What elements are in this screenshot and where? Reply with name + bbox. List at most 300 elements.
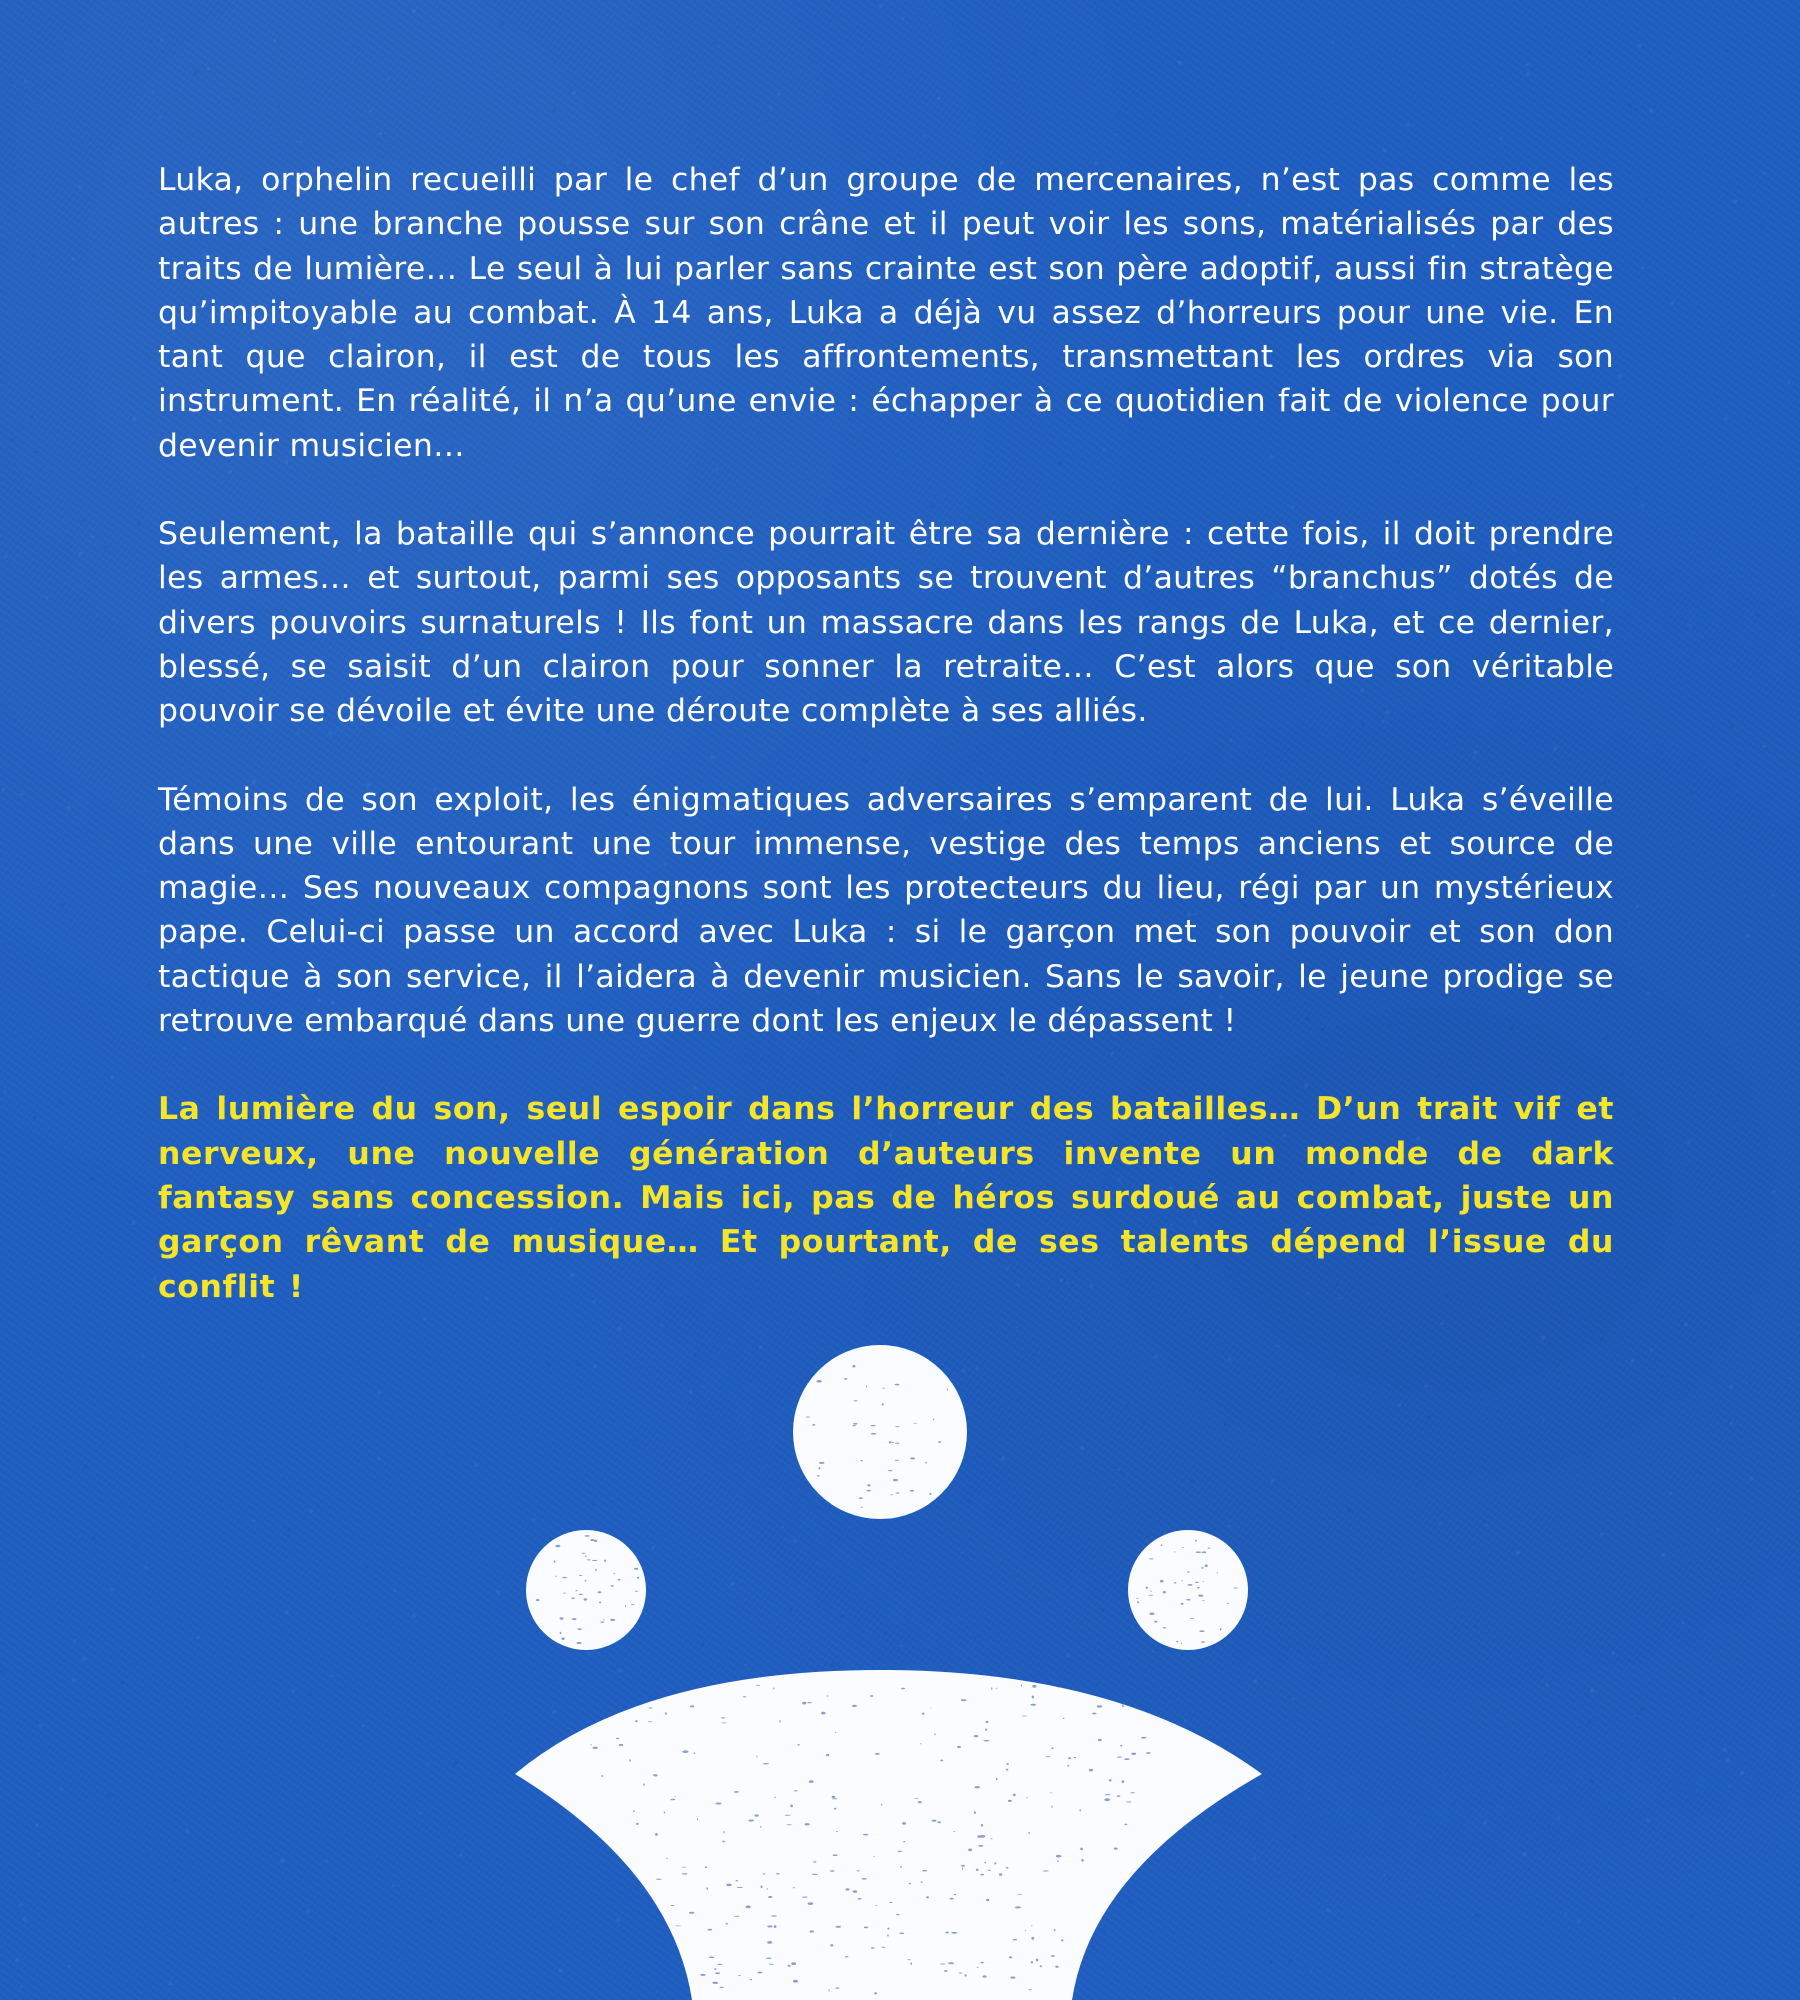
grain-dot <box>150 1275 153 1278</box>
grain-dot <box>131 1221 135 1225</box>
grain-dot <box>500 21 504 25</box>
speckle <box>1154 1621 1157 1623</box>
speckle <box>1120 1745 1122 1747</box>
speckle <box>871 1947 875 1949</box>
speckle <box>1031 1925 1032 1926</box>
speckle <box>763 1763 769 1764</box>
grain-dot <box>193 71 197 75</box>
grain-dot <box>72 257 76 261</box>
speckle <box>817 1874 818 1875</box>
grain-dot <box>1763 172 1766 175</box>
speckle <box>1160 1580 1164 1583</box>
grain-dot <box>1684 1322 1688 1326</box>
speckle <box>857 1898 861 1900</box>
speckle <box>1163 1627 1167 1628</box>
speckle <box>836 1831 838 1832</box>
speckle <box>920 1743 921 1744</box>
grain-dot <box>150 192 153 195</box>
speckle <box>830 1944 833 1947</box>
speckle <box>1063 1718 1065 1719</box>
speckle <box>991 1838 993 1839</box>
speckle <box>1187 1571 1190 1572</box>
speckle <box>1176 1641 1178 1643</box>
speckle <box>892 1442 894 1443</box>
grain-dot <box>1649 109 1653 113</box>
speckle <box>1080 1809 1081 1812</box>
grain-dot <box>567 74 568 75</box>
speckle <box>786 1824 792 1825</box>
grain-dot <box>91 535 94 538</box>
speckle <box>682 1873 688 1874</box>
speckle <box>866 1386 867 1388</box>
speckle <box>1181 1643 1182 1645</box>
speckle <box>560 1617 564 1619</box>
speckle <box>761 1886 763 1889</box>
speckle <box>709 1957 715 1959</box>
speckle <box>910 1457 915 1459</box>
speckle <box>734 1791 739 1793</box>
grain-dot <box>1491 84 1493 86</box>
speckle <box>926 1896 929 1898</box>
grain-dot <box>1383 149 1386 152</box>
speckle <box>1163 1591 1166 1593</box>
speckle <box>793 1980 798 1983</box>
speckle <box>981 1824 983 1827</box>
grain-dot <box>1787 381 1790 384</box>
speckle <box>670 1799 675 1801</box>
grain-dot <box>1541 126 1543 128</box>
grain-dot <box>379 132 382 135</box>
speckle <box>980 1874 984 1876</box>
speckle <box>715 1803 721 1805</box>
speckle <box>629 1759 631 1762</box>
speckle <box>635 1591 638 1592</box>
speckle <box>1103 1685 1107 1686</box>
speckle <box>585 1580 587 1582</box>
speckle <box>870 1695 873 1697</box>
speckle <box>579 1594 583 1595</box>
grain-dot <box>1755 715 1756 716</box>
speckle <box>1028 1832 1030 1834</box>
speckle <box>575 1590 577 1591</box>
grain-dot <box>350 45 353 48</box>
grain-dot <box>1195 132 1198 135</box>
speckle <box>655 1833 658 1836</box>
speckle <box>721 1717 725 1718</box>
speckle <box>921 1882 923 1883</box>
speckle <box>950 1898 954 1900</box>
speckle <box>1149 1558 1153 1559</box>
speckle <box>940 1964 945 1965</box>
speckle <box>1201 1641 1205 1643</box>
speckle <box>774 1797 776 1798</box>
speckle <box>933 1419 934 1421</box>
speckle <box>717 1964 722 1965</box>
speckle <box>852 1705 857 1707</box>
speckle <box>1105 1794 1111 1795</box>
speckle <box>1136 1598 1139 1599</box>
speckle <box>821 1712 825 1715</box>
back-cover-text <box>158 158 1614 1353</box>
speckle <box>826 1754 829 1756</box>
grain-dot <box>1671 302 1675 306</box>
grain-dot <box>1692 117 1694 119</box>
light-fan-icon <box>515 1670 1262 2000</box>
speckle <box>1032 1696 1034 1699</box>
grain-dot <box>713 41 717 45</box>
speckle <box>572 1618 577 1620</box>
speckle <box>666 1858 667 1859</box>
speckle <box>1013 1794 1016 1797</box>
grain-dot <box>1178 60 1183 65</box>
tagline: La lumière du son, seul espoir dans l’horreur des batailles… D’un trait vif et nerveux, une nouvelle génération d’auteurs invente un monde de dark fantasy sans concession. Mais ici, pas de héros surdoué au combat, juste un garçon rêvant de musique… Et pourtant, de ses talents dépend l’issue du conflit ! <box>158 1091 1614 1305</box>
speckle <box>1021 1716 1027 1717</box>
speckle <box>774 1925 777 1928</box>
speckle <box>714 1968 717 1970</box>
grain-dot <box>769 106 772 109</box>
grain-dot <box>66 271 67 272</box>
grain-dot <box>1399 49 1400 50</box>
grain-dot <box>897 94 900 97</box>
speckle <box>953 1831 956 1832</box>
speckle <box>1052 1805 1053 1808</box>
grain-dot <box>1644 196 1648 200</box>
grain-dot <box>565 8 566 9</box>
grain-dot <box>1628 922 1630 924</box>
speckle <box>965 1974 967 1977</box>
speckle <box>871 1433 876 1435</box>
grain-dot <box>1628 104 1632 108</box>
speckle <box>681 1867 686 1868</box>
speckle <box>882 1388 885 1389</box>
grain-dot <box>1788 214 1790 216</box>
grain-dot <box>552 108 556 112</box>
grain-dot <box>1712 76 1714 78</box>
left-orb-icon <box>526 1530 646 1650</box>
speckle <box>940 1760 943 1762</box>
speckle <box>913 1423 916 1424</box>
speckle <box>790 1805 793 1808</box>
speckle <box>1182 1547 1183 1548</box>
speckle <box>985 1729 987 1731</box>
grain-dot <box>1634 487 1637 490</box>
grain-dot <box>1736 879 1739 882</box>
speckle <box>776 1873 780 1874</box>
speckle <box>957 1746 961 1748</box>
speckle <box>1126 1802 1131 1803</box>
grain-dot <box>152 91 154 93</box>
speckle <box>961 1699 966 1701</box>
grain-dot <box>1771 894 1774 897</box>
speckle <box>959 1973 963 1974</box>
speckle <box>755 1814 759 1816</box>
speckle <box>817 1380 822 1383</box>
speckle <box>768 1896 772 1898</box>
grain-dot <box>81 519 85 523</box>
speckle <box>1051 1747 1053 1749</box>
grain-dot <box>1118 113 1121 116</box>
speckle <box>1008 1800 1012 1802</box>
speckle <box>1234 1588 1238 1589</box>
grain-dot <box>356 58 359 61</box>
grain-dot <box>1674 7 1675 8</box>
grain-dot <box>1452 149 1454 151</box>
grain-dot <box>1637 44 1641 48</box>
speckle <box>1122 1705 1124 1708</box>
speckle <box>887 1928 889 1930</box>
speckle <box>1015 1906 1021 1908</box>
speckle <box>700 1974 705 1976</box>
speckle <box>938 1441 941 1443</box>
grain-dot <box>1733 199 1737 203</box>
grain-dot <box>110 1075 115 1080</box>
speckle <box>625 1605 626 1607</box>
speckle <box>585 1535 590 1537</box>
grain-dot <box>18 496 19 497</box>
grain-dot <box>59 1221 61 1223</box>
speckle <box>1009 1956 1012 1958</box>
grain-dot <box>1647 992 1650 995</box>
speckle <box>1205 1564 1208 1567</box>
speckle <box>974 1786 980 1788</box>
grain-dot <box>363 64 365 66</box>
grain-dot <box>61 903 65 907</box>
speckle <box>1117 1757 1122 1758</box>
speckle <box>1201 1567 1203 1569</box>
speckle <box>562 1577 567 1578</box>
grain-dot <box>24 80 28 84</box>
speckle <box>870 1425 875 1426</box>
speckle <box>887 1934 888 1937</box>
speckle <box>1141 1737 1146 1739</box>
speckle <box>750 1979 753 1981</box>
grain-dot <box>1015 5 1018 8</box>
grain-dot <box>154 214 158 218</box>
speckle <box>882 1403 884 1405</box>
speckle <box>934 1733 935 1735</box>
speckle <box>767 1888 768 1889</box>
grain-dot <box>1332 41 1334 43</box>
grain-dot <box>1687 1140 1690 1143</box>
speckle <box>832 1798 837 1799</box>
grain-dot <box>411 9 416 14</box>
grain-dot <box>32 254 35 257</box>
grain-dot <box>2 788 5 791</box>
speckle <box>1045 1756 1051 1757</box>
grain-dot <box>1688 624 1691 627</box>
speckle <box>1057 1861 1059 1862</box>
grain-dot <box>139 813 141 815</box>
speckle <box>999 1873 1002 1876</box>
grain-dot <box>1526 63 1529 66</box>
speckle <box>578 1628 582 1630</box>
speckle <box>1137 1601 1139 1603</box>
speckle <box>572 1597 575 1599</box>
grain-dot <box>399 31 400 32</box>
speckle <box>1186 1599 1190 1601</box>
speckle <box>836 1926 841 1928</box>
speckle <box>914 1798 918 1799</box>
speckle <box>697 1818 698 1821</box>
speckle <box>996 1778 998 1780</box>
speckle <box>962 1867 963 1870</box>
speckle <box>671 1905 675 1906</box>
speckle <box>592 1560 597 1561</box>
speckle <box>864 1927 868 1929</box>
grain-dot <box>207 67 210 70</box>
grain-dot <box>1721 196 1723 198</box>
grain-dot <box>901 16 905 20</box>
speckle <box>1174 1551 1175 1552</box>
speckle <box>974 1812 976 1814</box>
speckle <box>555 1545 560 1547</box>
speckle <box>694 1753 695 1755</box>
speckle <box>1202 1600 1205 1601</box>
speckle <box>756 1756 757 1758</box>
speckle <box>918 1801 922 1803</box>
speckle <box>846 1888 850 1890</box>
grain-dot <box>838 1 840 3</box>
grain-dot <box>1750 747 1751 748</box>
grain-dot <box>94 572 95 573</box>
speckle <box>689 1912 695 1914</box>
synopsis-paragraph-1: Luka, orphelin recueilli par le chef d’un groupe de mercenaires, n’est pas comme les autres : une branche pousse sur son crâne et il peut voir les sons, matérialisés par des traits de lumière… Le seul à lui parler sans crainte est son père adoptif, aussi fin stratège qu’impitoyable au combat. À 14 ans, Luka a déjà vu assez d’horreurs pour une vie. En tant que clairon, il est de tous les affrontements, transmettant les ordres via son instrument. En réalité, il n’a qu’une envie : échapper à ce quotidien fait de violence pour devenir musicien… <box>158 162 1614 464</box>
speckle <box>1010 1977 1015 1979</box>
speckle <box>767 1925 773 1927</box>
speckle <box>773 1688 774 1690</box>
grain-dot <box>1772 1190 1775 1193</box>
grain-dot <box>1762 745 1765 748</box>
speckle <box>896 1914 900 1915</box>
grain-dot <box>1716 144 1718 146</box>
speckle <box>895 1384 900 1386</box>
grain-dot <box>1761 224 1764 227</box>
speckle <box>852 1365 855 1368</box>
speckle <box>854 1400 858 1401</box>
speckle <box>722 1841 725 1843</box>
grain-dot <box>47 467 49 469</box>
speckle <box>810 1930 815 1932</box>
grain-dot <box>306 155 308 157</box>
speckle <box>1150 1591 1151 1593</box>
grain-dot <box>1688 1136 1690 1138</box>
speckle <box>590 1744 592 1745</box>
speckle <box>705 1866 708 1868</box>
speckle <box>712 1982 718 1984</box>
speckle <box>996 1688 997 1690</box>
speckle <box>771 1915 777 1916</box>
speckle <box>882 1947 886 1948</box>
speckle <box>794 1790 798 1791</box>
speckle <box>785 1815 791 1816</box>
grain-dot <box>1661 570 1663 572</box>
speckle <box>724 1831 725 1834</box>
speckle <box>1051 1955 1055 1957</box>
speckle <box>665 1712 667 1715</box>
speckle <box>860 1460 863 1461</box>
speckle <box>834 1808 837 1810</box>
grain-dot <box>1702 963 1704 965</box>
speckle <box>614 1573 616 1574</box>
grain-dot <box>219 132 220 133</box>
speckle <box>593 1747 598 1749</box>
grain-dot <box>1736 763 1739 766</box>
speckle <box>726 1923 729 1925</box>
speckle <box>675 1926 681 1927</box>
speckle <box>616 1738 619 1739</box>
grain-dot <box>159 116 162 119</box>
speckle <box>1124 1758 1129 1760</box>
speckle <box>937 1821 941 1823</box>
speckle <box>898 1851 902 1852</box>
speckle <box>1055 1966 1058 1968</box>
grain-dot <box>1657 2 1659 4</box>
speckle <box>902 1822 906 1825</box>
speckle <box>595 1569 596 1571</box>
speckle <box>802 1897 808 1898</box>
speckle <box>582 1553 586 1554</box>
speckle <box>813 1861 816 1862</box>
speckle <box>844 1378 848 1380</box>
speckle <box>587 1559 591 1560</box>
emblem-shapes <box>515 1345 1262 2000</box>
speckle <box>895 1443 900 1444</box>
speckle <box>766 1958 772 1959</box>
grain-dot <box>1711 613 1712 614</box>
grain-dot <box>868 100 870 102</box>
grain-dot <box>58 1101 63 1106</box>
speckle <box>994 1862 996 1864</box>
speckle <box>1195 1582 1199 1583</box>
speckle <box>1122 1780 1125 1783</box>
grain-dot <box>923 135 926 138</box>
speckle <box>631 1604 635 1605</box>
grain-dot <box>147 199 148 200</box>
grain-dot <box>11 438 14 441</box>
speckle <box>797 1744 800 1745</box>
speckle <box>648 1721 652 1722</box>
speckle <box>819 1462 822 1463</box>
grain-dot <box>1724 48 1728 52</box>
speckle <box>793 1887 796 1888</box>
grain-dot <box>132 417 136 421</box>
speckle <box>594 1540 597 1542</box>
speckle <box>1181 1603 1184 1605</box>
speckle <box>656 1879 661 1880</box>
grain-dot <box>572 91 576 95</box>
grain-dot <box>1751 924 1753 926</box>
crown-of-light-emblem-icon <box>0 1340 1800 2000</box>
speckle <box>1080 1848 1083 1851</box>
speckle <box>726 1884 732 1887</box>
grain-dot <box>1641 347 1642 348</box>
grain-dot <box>861 71 864 74</box>
speckle <box>1068 1757 1071 1759</box>
speckle <box>601 1775 603 1777</box>
speckle <box>922 1713 925 1715</box>
grain-dot <box>91 1177 95 1181</box>
right-orb-icon <box>1128 1530 1248 1650</box>
grain-dot <box>26 1119 27 1120</box>
synopsis-paragraph-3: Témoins de son exploit, les énigmatiques adversaires s’emparent de lui. Luka s’éveille dans une ville entourant une tour immense, vestige des temps anciens et source de magie… Ses nouveaux compagnons sont les protecteurs du lieu, régi par un mystérieux pape. Celui-ci passe un accord avec Luka : si le garçon met son pouvoir et son don tactique à son service, il l’aidera à devenir musicien. Sans le savoir, le jeune prodige se retrouve embarqué dans une guerre dont les enjeux le dépassent ! <box>158 781 1614 1040</box>
grain-dot <box>1745 934 1750 939</box>
speckle <box>976 1869 979 1871</box>
speckle <box>980 1962 983 1964</box>
speckle <box>1161 1544 1163 1546</box>
grain-dot <box>1724 417 1728 421</box>
synopsis-paragraph-2: Seulement, la bataille qui s’annonce pourrait être sa dernière : cette fois, il doit prendre les armes… et surtout, parmi ses opposants se trouvent d’autres “branchus” dotés de divers pouvoirs surnaturels ! Ils font un massacre dans les rangs de Luka, et ce dernier, blessé, se saisit d’un clairon pour sonner la retraite… C’est alors que son véritable pouvoir se dévoile et évite une déroute complète à ses alliés. <box>158 516 1614 730</box>
speckle <box>1061 1939 1064 1941</box>
